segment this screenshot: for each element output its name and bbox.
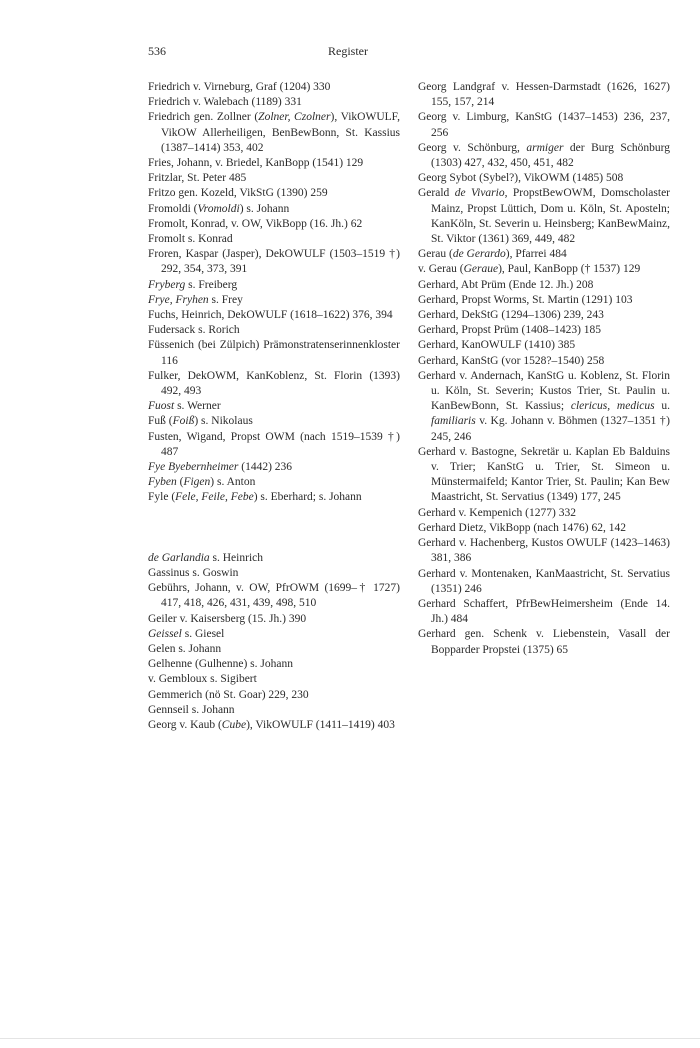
index-entry: Gerhard, Propst Prüm (1408–1423) 185	[418, 324, 602, 337]
index-entry: Gennseil s. Johann	[148, 703, 235, 716]
index-entry: Fromolt s. Konrad	[148, 233, 233, 246]
index-entry: Gerhard gen. Schenk v. Liebenstein, Vasall der Bopparder Propstei (1375) 65	[418, 628, 670, 656]
letter-section-gap	[148, 506, 400, 551]
index-entry: Fyben (Figen) s. Anton	[148, 476, 256, 489]
page-header	[148, 44, 548, 64]
index-entry: Gerhard, DekStG (1294–1306) 239, 243	[418, 309, 604, 322]
index-entry: Gemmerich (nö St. Goar) 229, 230	[148, 688, 309, 701]
index-entry: Fritzo gen. Kozeld, VikStG (1390) 259	[148, 187, 328, 200]
index-entry: Gerhard v. Hachenberg, Kustos OWULF (1423–1463) 381, 386	[418, 537, 670, 565]
index-entry: Friedrich gen. Zollner (Zolner, Czolner), VikOWULF, VikOW Allerheiligen, BenBewBonn, St. Kassius (1387–1414) 353, 402	[148, 111, 400, 154]
index-entry: Füssenich (bei Zülpich) Prämonstratenserinnenkloster 116	[148, 339, 400, 367]
index-entry: Gerhard v. Kempenich (1277) 332	[418, 506, 576, 519]
index-entry: Gelhenne (Gulhenne) s. Johann	[148, 658, 293, 671]
index-entry: v. Gembloux s. Sigibert	[148, 673, 257, 686]
index-entry: Georg v. Limburg, KanStG (1437–1453) 236, 237, 256	[418, 111, 670, 139]
index-entry: Gerhard Dietz, VikBopp (nach 1476) 62, 142	[418, 521, 626, 534]
index-entry: Gerhard, KanStG (vor 1528?–1540) 258	[418, 354, 605, 367]
index-entry: Friedrich v. Walebach (1189) 331	[148, 96, 302, 109]
index-entry: Gerhard, Propst Worms, St. Martin (1291) 103	[418, 293, 633, 306]
index-entry: Fryberg s. Freiberg	[148, 278, 238, 291]
index-entry: Fyle (Fele, Feile, Febe) s. Eberhard; s. Johann	[148, 491, 362, 504]
index-column-right	[418, 80, 670, 658]
index-entry: Gerhard v. Montenaken, KanMaastricht, St. Servatius (1351) 246	[418, 567, 670, 595]
running-head: Register	[328, 44, 368, 58]
index-entry: Fritzlar, St. Peter 485	[148, 172, 247, 185]
index-entry: Gerhard, KanOWULF (1410) 385	[418, 339, 576, 352]
index-entry: Friedrich v. Virneburg, Graf (1204) 330	[148, 81, 331, 93]
index-entry: Fries, Johann, v. Briedel, KanBopp (1541) 129	[148, 157, 364, 170]
index-entry: Gerhard, Abt Prüm (Ende 12. Jh.) 208	[418, 278, 594, 291]
index-entry: Gebührs, Johann, v. OW, PfrOWM (1699–† 1727) 417, 418, 426, 431, 439, 498, 510	[148, 582, 400, 610]
index-entry: Gerau (de Gerardo), Pfarrei 484	[418, 248, 567, 261]
index-entry: Gerald de Vivario, PropstBewOWM, Domscholaster Mainz, Propst Lüttich, Dom u. Köln, St. Aposteln; KanKöln, St. Severin u. Heinsberg; KanBewMainz, St. Viktor (1361) 369, 449, 482	[418, 187, 671, 246]
index-entry: Fuchs, Heinrich, DekOWULF (1618–1622) 376, 394	[148, 309, 393, 322]
index-entry: Geissel s. Giesel	[148, 627, 225, 640]
index-entry: Fuost s. Werner	[148, 400, 221, 413]
index-entry: Fromolt, Konrad, v. OW, VikBopp (16. Jh.) 62	[148, 217, 363, 230]
index-entry: Geiler v. Kaisersberg (15. Jh.) 390	[148, 612, 307, 625]
index-entry: Georg Sybot (Sybel?), VikOWM (1485) 508	[418, 172, 624, 185]
index-entry: Gassinus s. Goswin	[148, 566, 239, 579]
index-entry: de Garlandia s. Heinrich	[148, 551, 263, 564]
index-entry: Fulker, DekOWM, KanKoblenz, St. Florin (1393) 492, 493	[148, 369, 400, 398]
index-entry: Fromoldi (Vromoldi) s. Johann	[148, 202, 290, 215]
index-entry: Fusten, Wigand, Propst OWM (nach 1519–1539 †) 487	[148, 430, 400, 458]
index-entry: v. Gerau (Geraue), Paul, KanBopp († 1537) 129	[418, 263, 641, 276]
bottom-edge-rule	[0, 1038, 700, 1039]
index-entry: Fuß (Foiß) s. Nikolaus	[148, 415, 253, 428]
index-entry: Fye Byebernheimer (1442) 236	[148, 461, 293, 474]
index-entry: Frye, Fryhen s. Frey	[148, 293, 243, 306]
index-entry: Gerhard Schaffert, PfrBewHeimersheim (Ende 14. Jh.) 484	[418, 597, 670, 626]
index-entry: Gerhard v. Bastogne, Sekretär u. Kaplan Eb Balduins v. Trier; KanStG u. Trier, St. Simeon u. Münstermaifeld; Kantor Trier, St. Paulin; Kan Bew Maastricht, St. Servatius (1349) 177, 245	[418, 445, 670, 504]
index-entry: Gelen s. Johann	[148, 642, 222, 655]
index-entry: Georg v. Kaub (Cube), VikOWULF (1411–1419) 403	[148, 718, 395, 731]
index-entry: Georg Landgraf v. Hessen-Darmstadt (1626, 1627) 155, 157, 214	[418, 81, 670, 109]
index-entry: Georg v. Schönburg, armiger der Burg Schönburg (1303) 427, 432, 450, 451, 482	[418, 141, 670, 170]
index-column-left	[148, 80, 400, 733]
page-number: 536	[148, 44, 166, 58]
index-entry: Fudersack s. Rorich	[148, 324, 240, 337]
index-entry: Gerhard v. Andernach, KanStG u. Koblenz, St. Florin u. Köln, St. Severin; Kustos Trier, St. Paulin u. KanBewBonn, St. Kassius; clericus, medicus u. familiaris v. Kg. Johann v. Böhmen (1327–1351 †) 245, 246	[418, 369, 671, 443]
index-entry: Froren, Kaspar (Jasper), DekOWULF (1503–1519 †) 292, 354, 373, 391	[148, 248, 400, 276]
